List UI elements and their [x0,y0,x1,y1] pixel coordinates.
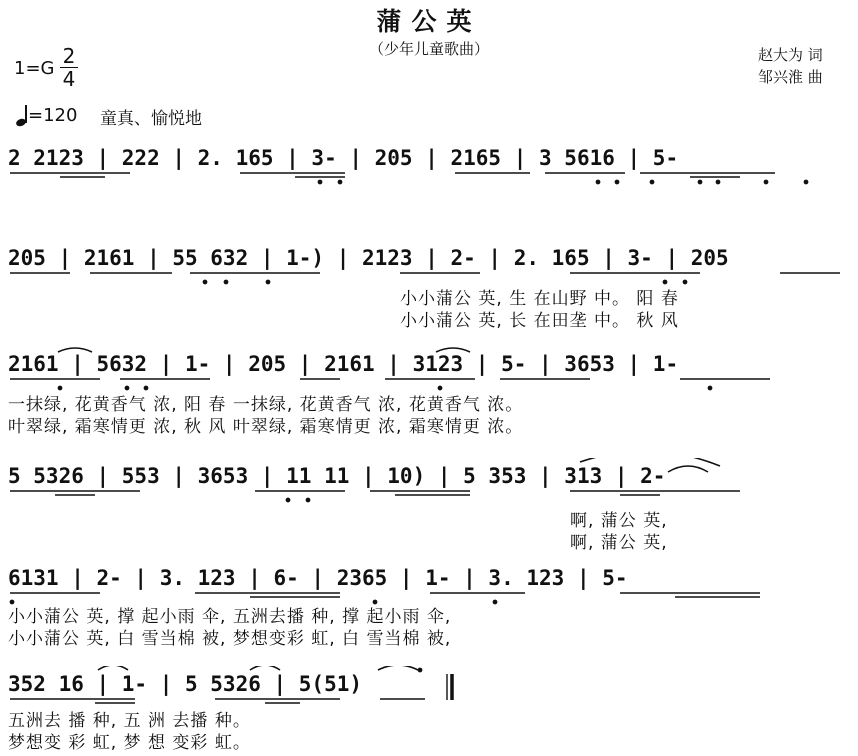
expression-marking: 童真、愉悦地 [100,109,202,129]
notation-line-1: 2 2123 | 222 | 2. 165 | 3- | 205 | 2165 | 3 5616 | 5- [8,146,679,170]
lyrics-line-4-verse-2: 啊, 蒲公 英, [570,533,668,553]
lyricist-credit: 赵大为 词 [758,46,823,64]
notation-line-4: 5 5326 | 553 | 3653 | 11 11 | 10) | 5 353 | 313 | 2- [8,464,666,488]
composer-credit: 邹兴淮 曲 [758,68,823,86]
rhythm-marks-line-2 [0,240,858,288]
score-line-1 [0,140,858,188]
rhythm-marks-line-4 [0,458,858,506]
score-line-4 [0,458,858,506]
tempo-marking [16,104,77,126]
score-line-2 [0,240,858,288]
tempo-value: =120 [28,105,78,126]
score-line-3 [0,346,858,394]
notation-line-3: 2161 | 5632 | 1- | 205 | 2161 | 3123 | 5- | 3653 | 1- [8,352,679,376]
lyrics-line-3-verse-2: 叶翠绿, 霜寒情更 浓, 秋 风 叶翠绿, 霜寒情更 浓, 霜寒情更 浓。 [8,417,524,437]
lyrics-line-2-verse-1: 小小蒲公 英, 生 在山野 中。 阳 春 [400,289,679,309]
lyrics-line-5-verse-1: 小小蒲公 英, 撑 起小雨 伞, 五洲去播 种, 撑 起小雨 伞, [8,607,452,627]
notation-line-5: 6131 | 2- | 3. 123 | 6- | 2365 | 1- | 3. 123 | 5- [8,566,628,590]
time-signature [60,46,78,89]
lyrics-line-6-verse-1: 五洲去 播 种, 五 洲 去播 种。 [8,711,251,731]
notation-line-2: 205 | 2161 | 55 632 | 1-) | 2123 | 2- | 2. 165 | 3- | 205 [8,246,729,270]
key-signature: 1=G [14,58,55,79]
lyrics-line-6-verse-2: 梦想变 彩 虹, 梦 想 变彩 虹。 [8,733,251,753]
quarter-note-icon [16,104,28,126]
rhythm-marks-line-3 [0,346,858,394]
lyrics-line-2-verse-2: 小小蒲公 英, 长 在田垄 中。 秋 风 [400,311,679,331]
song-subtitle: （少年儿童歌曲） [368,40,489,58]
lyrics-line-5-verse-2: 小小蒲公 英, 白 雪当棉 被, 梦想变彩 虹, 白 雪当棉 被, [8,629,452,649]
meter-bottom: 4 [62,67,76,91]
lyrics-line-3-verse-1: 一抹绿, 花黄香气 浓, 阳 春 一抹绿, 花黄香气 浓, 花黄香气 浓。 [8,395,524,415]
rhythm-marks-line-5 [0,560,858,608]
meter-top: 2 [62,44,76,68]
rhythm-marks-line-1 [0,140,858,188]
lyrics-line-4-verse-1: 啊, 蒲公 英, [570,511,668,531]
notation-line-6: 352 16 | 1- | 5 5326 | 5(51) [8,672,363,696]
song-title: 蒲公英 [376,7,482,36]
score-line-5 [0,560,858,608]
